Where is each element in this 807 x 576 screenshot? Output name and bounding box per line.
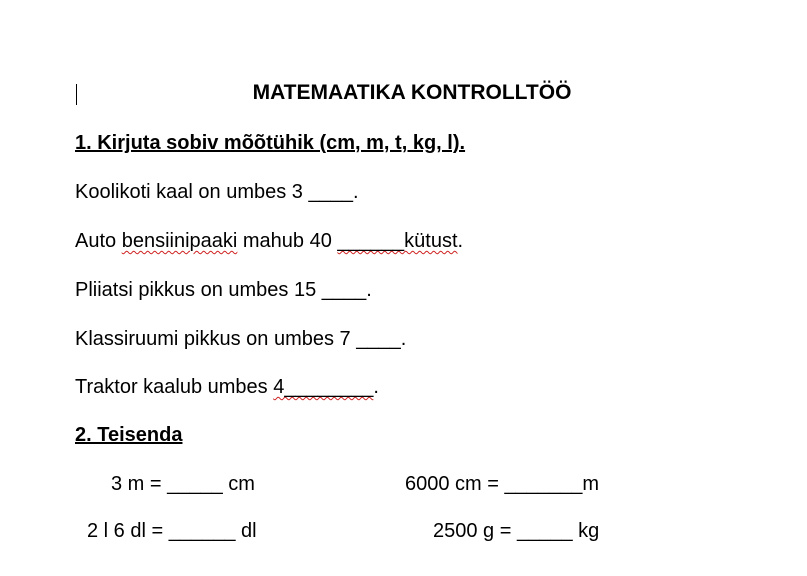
conversion-right-1: 6000 cm = _______m [405,473,600,495]
conversion-right-2: 2500 g = _____ kg [433,520,600,542]
question-1d: Klassiruumi pikkus on umbes 7 ____. [75,328,407,350]
question-1b [75,228,463,254]
question-1b-text-before: Auto [75,230,122,252]
question-1b-text-middle: mahub 40 [237,230,338,252]
conversion-left-2: 2 l 6 dl = ______ dl [87,520,257,542]
question-1a: Koolikoti kaal on umbes 3 ____. [75,181,359,203]
spelling-error-word: ______kütust [337,230,458,252]
section-2-heading: 2. Teisenda [75,424,183,446]
question-1e [75,374,379,400]
question-1b-text-after: . [457,230,464,252]
question-1c: Pliiatsi pikkus on umbes 15 ____. [75,279,372,301]
question-1e-text-after: . [373,376,379,398]
section-1-heading: 1. Kirjuta sobiv mõõtühik (cm, m, t, kg, l). [75,132,466,154]
question-1e-text-before: Traktor kaalub umbes [75,376,274,398]
spelling-error-word: bensiinipaaki [121,230,238,252]
spelling-error-word: 4________ [273,376,374,398]
conversion-left-1: 3 m = _____ cm [111,473,255,495]
document-title: MATEMAATIKA KONTROLLTÖÖ [252,81,572,104]
